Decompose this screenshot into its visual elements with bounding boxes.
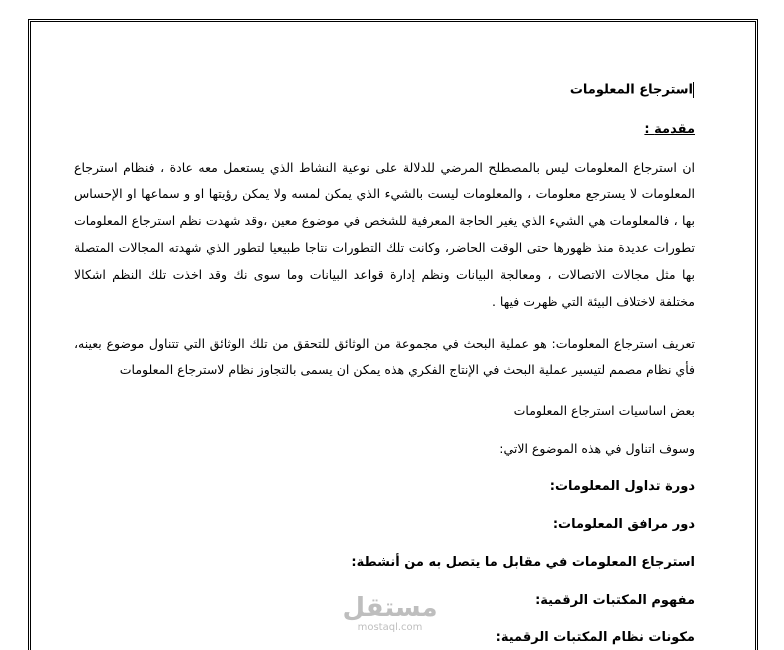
document-title-text: استرجاع المعلومات: [569, 82, 693, 98]
topic-heading: مكونات نظام المكتبات الرقمية:: [495, 630, 695, 645]
watermark-logo: مستقل: [342, 593, 438, 623]
topic-heading: استرجاع المعلومات في مقابل ما يتصل به من أنشطة:: [351, 555, 695, 570]
text-cursor: [693, 82, 694, 98]
paragraph1-line: مختلفة لاختلاف البيئة التي ظهرت فيها .: [491, 294, 695, 309]
intro-heading: [644, 122, 695, 137]
mostaql-watermark: [340, 594, 440, 634]
paragraph1-line: ان استرجاع المعلومات ليس بالمصطلح المرضي للدلالة على نوعية النشاط الذي يستعمل معه عادة ، فنظام استرجاع: [74, 160, 695, 175]
topic-heading: دورة تداول المعلومات:: [549, 479, 695, 494]
basics-line: بعض اساسيات استرجاع المعلومات: [513, 403, 695, 418]
topic-heading: مفهوم المكتبات الرقمية:: [535, 593, 695, 608]
intro-heading-text: مقدمة: [654, 122, 695, 137]
paragraph1-line: بها مثل مجالات الاتصالات ، ومعالجة البيانات ونظم إدارة قواعد البيانات وما سوى نك وقد اخذت تلك النظم اشكالا: [74, 267, 695, 282]
paragraph1-line: تطورات عديدة منذ ظهورها حتى الوقت الحاضر، وكانت تلك التطورات نتاجا طبيعيا لتطور الذي شهدته المجالات المتصلة: [74, 240, 695, 255]
topic-heading: دور مرافق المعلومات:: [552, 517, 695, 532]
document-title: [570, 82, 695, 98]
intro-heading-colon: :: [644, 122, 655, 137]
paragraph2-line: فأي نظام مصمم لتيسير عملية البحث في الإنتاج الفكري هذه يمكن ان يسمى بالتجاوز نظام لاسترجاع المعلومات: [119, 362, 695, 377]
paragraph2-line: تعريف استرجاع المعلومات: هو عملية البحث في مجموعة من الوثائق للتحقق من تلك الوثائق التي تتناول موضوع بعينه،: [74, 336, 695, 351]
watermark-url: mostaql.com: [357, 622, 423, 633]
topics-intro-line: وسوف اتناول في هذه الموضوع الاتي:: [499, 441, 695, 456]
paragraph1-line: المعلومات لا يسترجع معلومات ، والمعلومات ليست بالشيء الذي يمكن لمسه ولا يمكن رؤيتها او و سماعها او الإحساس: [74, 186, 695, 201]
paragraph1-line: بها ، فالمعلومات هي الشيء الذي يغير الحاجة المعرفية للشخص في موضوع معين ،وقد شهدت نظم استرجاع المعلومات: [74, 213, 695, 228]
